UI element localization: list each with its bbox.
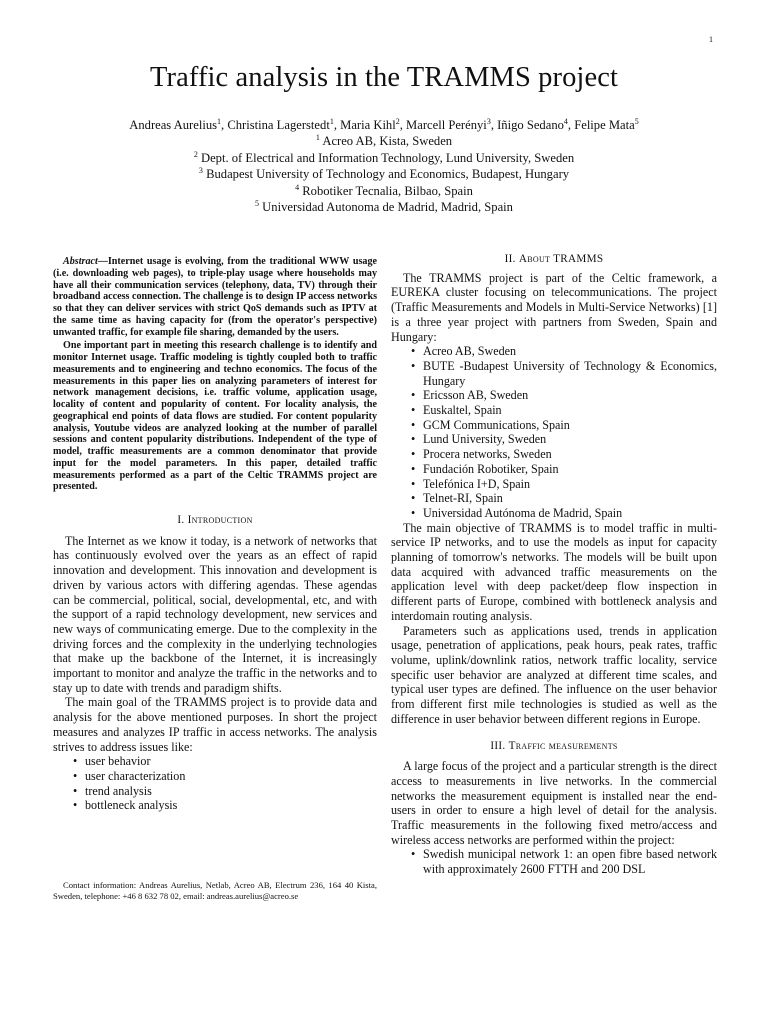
body-paragraph: The TRAMMS project is part of the Celtic framework, a EUREKA cluster focusing on telecommunications. The project (Traffic Measurements and Models in Multi-Service Networks) [1] is a three year project with partners from Sweden, Spain and Hungary: — [391, 270, 717, 344]
list-item: • bottleneck analysis — [73, 798, 377, 813]
body-paragraph: The main goal of the TRAMMS project is to provide data and analysis for the above mentioned purposes. In short the project measures and analyzes IP traffic in access networks. The analysis strives to address issues like: — [53, 695, 377, 754]
list-item: • user characterization — [73, 769, 377, 784]
body-paragraph: A large focus of the project and a particular strength is the direct access to measurements in live networks. In the commercial networks the measurement equipment is installed near the end-users in order to ensure a high level of detail for the analysis. Traffic measurements in the following fixed metro/access and wireless access networks are performed within the project: — [391, 759, 717, 847]
affiliation — [40, 133, 728, 149]
affiliation-text: Dept. of Electrical and Information Technology, Lund University, Sweden — [200, 150, 575, 165]
list-item: • Fundación Robotiker, Spain — [411, 462, 717, 477]
affiliation — [40, 183, 728, 199]
affiliation-mark: 2 — [193, 149, 198, 159]
section-title: About TRAMMS — [518, 253, 604, 265]
affiliation-text: Acreo AB, Kista, Sweden — [322, 134, 453, 149]
abstract-text: —Internet usage is evolving, from the traditional WWW usage (i.e. downloading web pages), to triple-play usage where households may have all their communication services (telephony, data, TV) through their broadband access connection. The challenge is to design IP access networks so that they can deliver services with strict QoS demands such as IPTV at the same time as having capacity for (from the operator's perspective) unwanted traffic, for example file sharing, demanded by the users. — [53, 256, 377, 338]
right-column — [391, 252, 717, 877]
author-name: Christina Lagerstedt — [227, 118, 330, 132]
section-title: Traffic measurements — [508, 739, 618, 752]
section-number: II. — [504, 253, 516, 265]
author-mark: 3 — [486, 117, 491, 126]
author-name: Iñigo Sedano — [497, 118, 564, 132]
list-item: • BUTE -Budapest University of Technology & Economics, Hungary — [411, 359, 717, 388]
list-item: • Lund University, Sweden — [411, 432, 717, 447]
author-list: Andreas Aurelius$^1$, Christina Lagerstedt$^1$, Maria Kihl$^2$, Marcell Perényi$^3$, Iñigo Sedano$^4$, Felipe Mata$^5$ — [129, 117, 639, 132]
author-name: Marcell Perényi — [406, 118, 487, 132]
author-mark: 2 — [395, 117, 400, 126]
footnote: Contact information: Andreas Aurelius, Netlab, Acreo AB, Electrum 236, 164 40 Kista, Sweden, telephone: +46 8 632 78 02, email: andreas.aurelius@acreo.se — [53, 880, 377, 901]
affiliation-text: Budapest University of Technology and Economics, Budapest, Hungary — [206, 167, 570, 182]
author-name: Maria Kihl — [340, 118, 396, 132]
author-mark: 1 — [329, 117, 334, 126]
list-item: • Euskaltel, Spain — [411, 403, 717, 418]
page-number: 1 — [709, 35, 713, 44]
partner-list — [391, 344, 717, 520]
bullet-list — [391, 847, 717, 876]
list-item: • GCM Communications, Spain — [411, 418, 717, 433]
affiliation-mark: 3 — [198, 166, 203, 176]
list-item: • Ericsson AB, Sweden — [411, 388, 717, 403]
body-paragraph: The main objective of TRAMMS is to model traffic in multi-service IP networks, and to use the models as input for capacity planning of tomorrow's networks. The models will be built upon data acquired with advanced traffic measurements on the application level with deep packet/deep flow inspection in different parts of Europe, combined with bottleneck analysis and interdomain routing analysis. — [391, 520, 717, 623]
body-paragraph: Parameters such as applications used, trends in application usage, penetration of applications, peak hours, peak rates, traffic volume, uplink/downlink ratios, network traffic locality, service specific user behavior are analyzed at different time scales, and typical user types are defined. The influence on the user behavior from different first mile technologies is studied as well as the difference in user behavior between different regions in Europe. — [391, 623, 717, 726]
list-item: • Procera networks, Sweden — [411, 447, 717, 462]
author-mark: 1 — [217, 117, 222, 126]
list-item: • Telefónica I+D, Spain — [411, 477, 717, 492]
abstract-paragraph — [53, 256, 377, 338]
paper-title: Traffic analysis in the TRAMMS project — [150, 62, 618, 93]
author-name: Andreas Aurelius — [129, 118, 218, 132]
author-mark: 4 — [563, 117, 568, 126]
author-mark: 5 — [634, 117, 639, 126]
section-number: I. — [177, 514, 185, 526]
affiliation — [40, 199, 728, 215]
list-item: • Acreo AB, Sweden — [411, 344, 717, 359]
section-heading — [391, 252, 717, 267]
section-number: III. — [490, 739, 506, 752]
list-item: • Universidad Autónoma de Madrid, Spain — [411, 506, 717, 521]
abstract-label: Abstract — [63, 256, 98, 267]
section-heading — [391, 739, 717, 754]
section-title: Introduction — [187, 514, 253, 526]
bullet-list — [53, 754, 377, 813]
abstract-paragraph: One important part in meeting this research challenge is to identify and monitor Internet usage. Traffic modeling is tightly coupled both to traffic measurements and to engineering and techno economics. The focus of the measurements in this paper lies on analyzing parameters of interest for network management decisions, i.e. traffic volume, application usage, locality of content and popularity of content. For locality analysis, the geographical end points of data flows are studied. For content popularity analysis, Youtube videos are analyzed looking at the number of parallel sessions and content popularity distributions. Independent of the type of model, traffic measurements are a common denominator that provide input for the model parameters. In this paper, detailed traffic measurements performed as a part of the Celtic TRAMMS project are presented. — [53, 340, 377, 493]
left-column — [53, 256, 377, 813]
list-item: • trend analysis — [73, 784, 377, 799]
list-item: • Telnet-RI, Spain — [411, 491, 717, 506]
affiliation — [40, 166, 728, 182]
affiliation-mark: 1 — [315, 133, 320, 143]
affiliation — [40, 150, 728, 166]
section-heading — [53, 513, 377, 528]
list-item: • user behavior — [73, 754, 377, 769]
body-paragraph: The Internet as we know it today, is a network of networks that has continuously evolved over the years as an effect of rapid innovation and development. This innovation and development is driven by various actors with differing agendas. These agendas can be commercial, political, social, developmental, etc, and with the support of a rapid technology development, new services and new ways of communicating emerge. Due to the complexity in the driving forces and the complexity in the underlying technologies that make up the backbone of the Internet, it is increasingly important to monitor and analyze the traffic in the networks and to stay up to date with trends and paradigm shifts. — [53, 533, 377, 695]
affiliation-text: Universidad Autonoma de Madrid, Madrid, Spain — [262, 200, 513, 215]
affiliation-text: Robotiker Tecnalia, Bilbao, Spain — [302, 183, 473, 198]
affiliation-mark: 5 — [255, 199, 260, 209]
list-item: • Swedish municipal network 1: an open fibre based network with approximately 2600 FTTH and 200 DSL — [411, 847, 717, 876]
affiliation-mark: 4 — [295, 182, 300, 192]
author-block — [40, 117, 728, 215]
author-name: Felipe Mata — [574, 118, 635, 132]
